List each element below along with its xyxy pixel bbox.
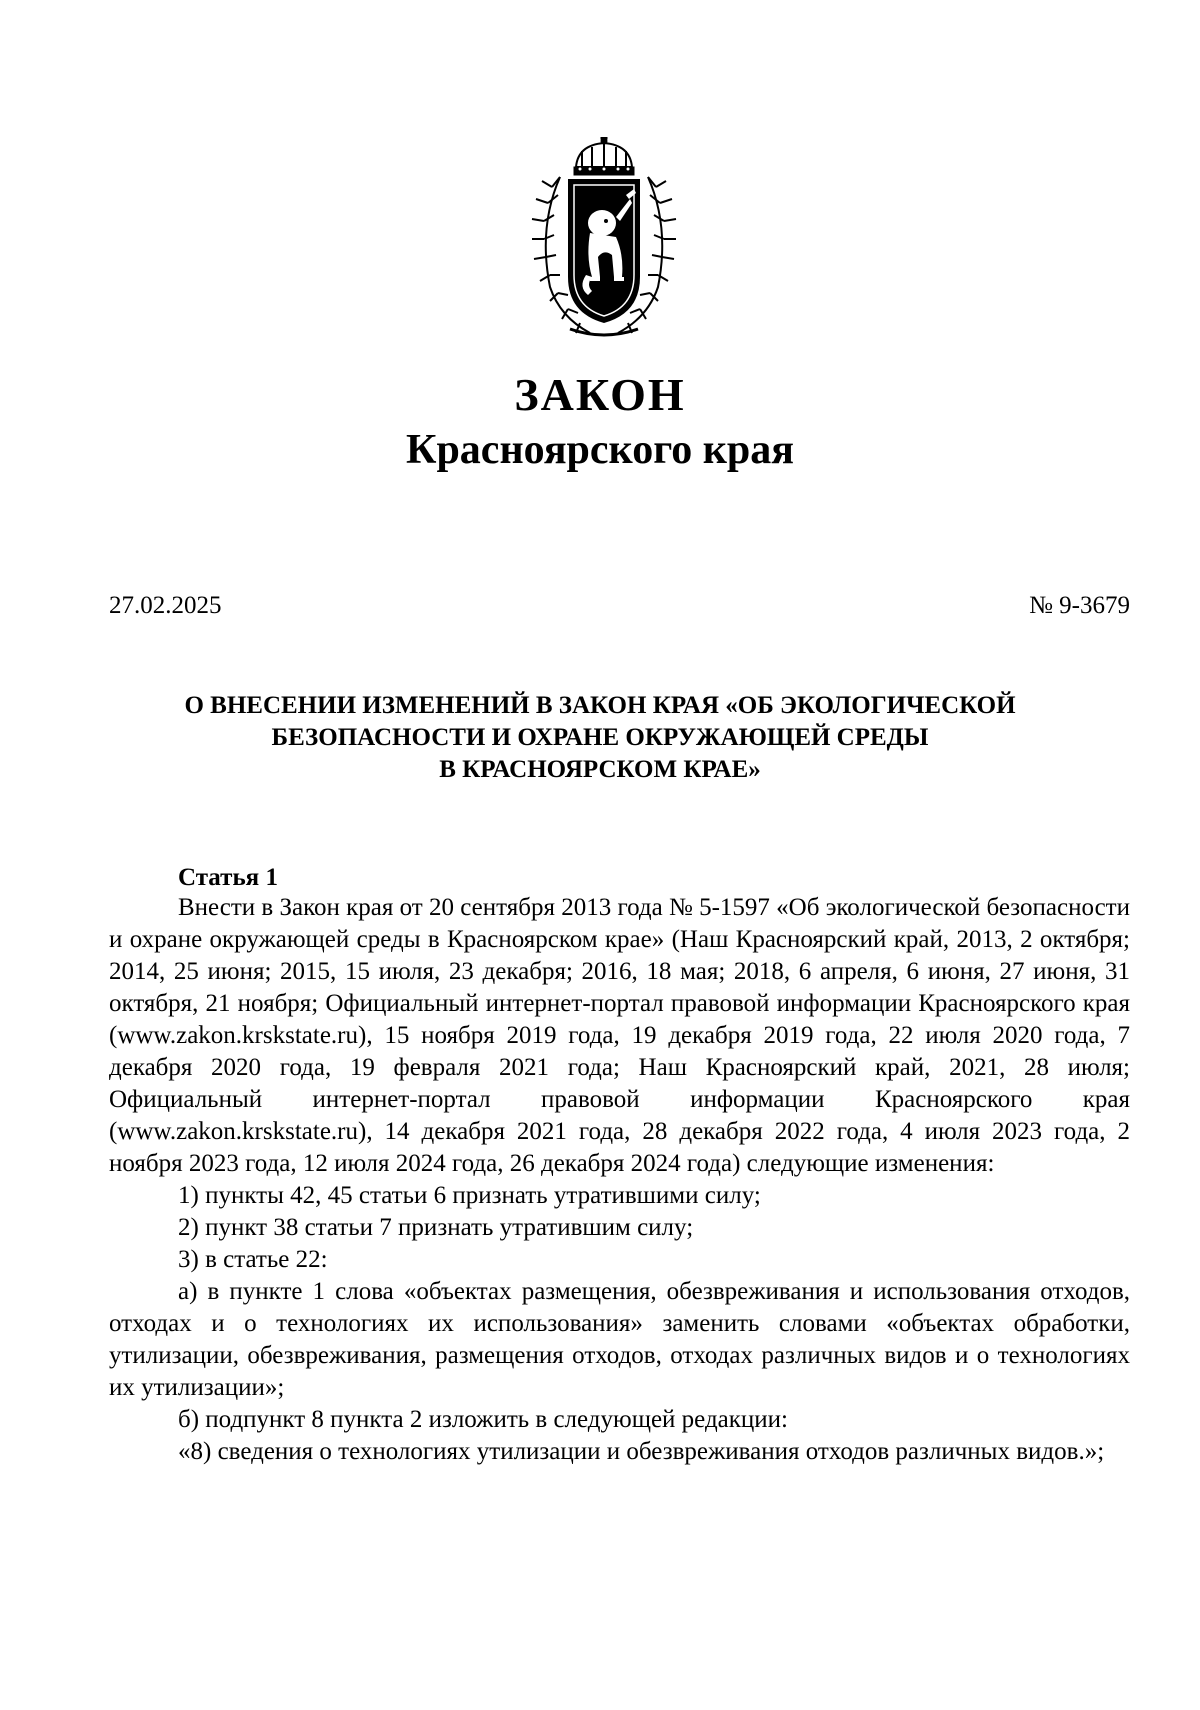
article-paragraph: «8) сведения о технологиях утилизации и обезвреживания отходов различных видов.»; (178, 1438, 1105, 1465)
krasnoyarsk-coat-of-arms-icon (530, 137, 678, 342)
article-body (109, 892, 1130, 1468)
article-paragraph: 1) пункты 42, 45 статьи 6 признать утратившими силу; (178, 1182, 761, 1209)
law-date: 27.02.2025 (109, 592, 222, 619)
article-paragraph: 3) в статье 22: (178, 1246, 328, 1273)
law-heading (0, 690, 1200, 786)
heading-line: О ВНЕСЕНИИ ИЗМЕНЕНИЙ В ЗАКОН КРАЯ «ОБ ЭКОЛОГИЧЕСКОЙ (184, 692, 1016, 719)
heading-line: В КРАСНОЯРСКОМ КРАЕ» (439, 756, 761, 783)
article-paragraph: 2) пункт 38 статьи 7 признать утратившим силу; (178, 1214, 694, 1241)
law-subtitle: Красноярского края (405, 427, 795, 473)
law-title: ЗАКОН (514, 369, 686, 420)
article-title: Статья 1 (178, 864, 278, 891)
article-paragraph: а) в пункте 1 слова «объектах размещения, обезвреживания и использования отходов, отходах и о технологиях их использования» заменить словами «объектах обработки, утилизации, обезвреживания, размещения отходов, отходах различных видов и о технологиях их утилизации»; (109, 1278, 1130, 1401)
heading-line: БЕЗОПАСНОСТИ И ОХРАНЕ ОКРУЖАЮЩЕЙ СРЕДЫ (271, 724, 929, 751)
article-paragraph: Внести в Закон края от 20 сентября 2013 года № 5-1597 «Об экологической безопасности и охране окружающей среды в Красноярском крае» (Наш Красноярский край, 2013, 2 октября; 2014, 25 июня; 2015, 15 июля, 23 декабря; 2016, 18 мая; 2018, 6 апреля, 6 июня, 27 июня, 31 октября, 21 ноября; Официальный интернет-портал правовой информации Красноярского края (www.zakon.krskstate.ru), 15 ноября 2019 года, 19 декабря 2019 года, 22 июля 2020 года, 7 декабря 2020 года, 19 февраля 2021 года; Наш Красноярский край, 2021, 28 июля; Официальный интернет-портал правовой информации Красноярского края (www.zakon.krskstate.ru), 14 декабря 2021 года, 28 декабря 2022 года, 4 июля 2023 года, 2 ноября 2023 года, 12 июля 2024 года, 26 декабря 2024 года) следующие изменения: (109, 894, 1130, 1177)
law-number: № 9-3679 (1029, 592, 1130, 619)
article-paragraph: б) подпункт 8 пункта 2 изложить в следующей редакции: (178, 1406, 788, 1433)
